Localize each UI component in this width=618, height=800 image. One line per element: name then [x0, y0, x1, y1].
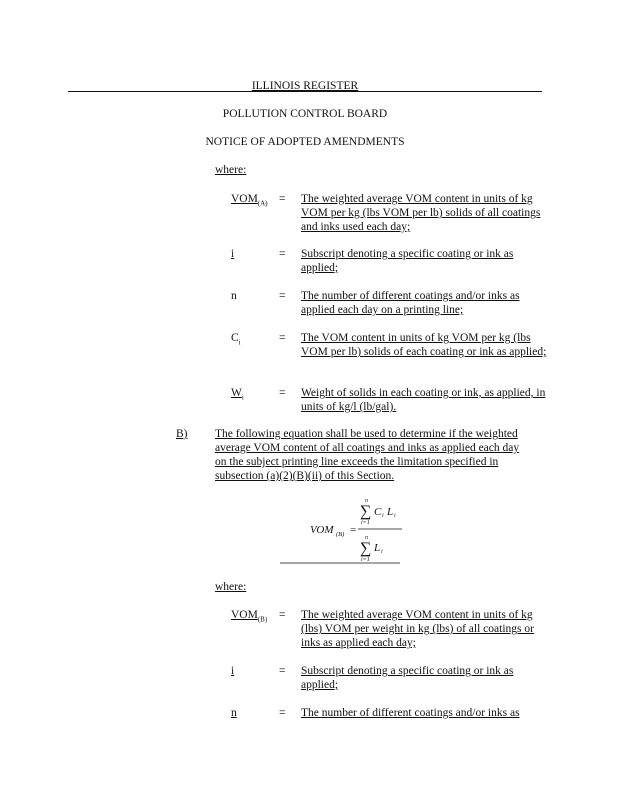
where-label-b: where:: [215, 581, 247, 593]
def-term-n: n: [231, 290, 237, 302]
def-eq: =: [279, 707, 286, 719]
notice-title: NOTICE OF ADOPTED AMENDMENTS: [205, 136, 405, 148]
eq-num-c: C: [374, 506, 382, 518]
def-term-i-b: i: [231, 665, 235, 677]
def-text-vom-b: The weighted average VOM content in units of kg (lbs) VOM per weight in kg (lbs) of all coatings or inks as applied each day;: [301, 609, 534, 649]
where-label-a: where:: [215, 164, 247, 176]
def-eq: =: [279, 665, 286, 677]
def-text-wi: Weight of solids in each coating or ink, as applied, in units of kg/l (lb/gal).: [301, 387, 546, 413]
eq-num-l-sub: i: [394, 513, 396, 519]
def-eq: =: [279, 290, 286, 302]
def-term-wi: $W_i$: [231, 387, 244, 402]
def-term-vom-a: $VOM_{(A)}$: [231, 193, 268, 208]
equation-vom-b: [270, 492, 410, 568]
eq-num-l: L: [387, 506, 394, 518]
subsection-b-label: B): [176, 428, 188, 440]
def-eq: =: [279, 387, 286, 399]
def-text-ci: The VOM content in units of kg VOM per kg (lbs VOM per lb) solids of each coating or ink as applied;: [301, 332, 547, 358]
eq-num-upper: n: [365, 498, 368, 504]
eq-den-l: L: [374, 542, 381, 554]
register-title: ILLINOIS REGISTER: [251, 80, 359, 92]
def-text-vom-a: The weighted average VOM content in units of kg VOM per kg (lbs VOM per lb) solids of all coatings and inks used each day;: [301, 193, 541, 233]
eq-num-sum: ∑: [360, 503, 372, 520]
eq-den-lower: i=1: [361, 557, 370, 563]
def-eq: =: [279, 332, 286, 344]
eq-equals: =: [350, 524, 357, 536]
def-eq: =: [279, 193, 286, 205]
eq-num-c-sub: i: [382, 513, 384, 519]
def-term-ci: $C_i$: [231, 332, 241, 347]
def-text-i-b: Subscript denoting a specific coating or ink as applied;: [301, 665, 514, 691]
eq-lhs-sub: (B): [336, 531, 345, 538]
def-term-vom-b: $VOM_{(B)}$: [231, 609, 268, 624]
def-term-i: i: [231, 248, 235, 260]
eq-den-upper: n: [365, 535, 368, 541]
subsection-b-paragraph: The following equation shall be used to determine if the weighted average VOM content of all coatings and inks as applied each day on the subject printing line exceeds the limitation specified in subsection (a)(2)(B)(ii) of this Section.: [215, 428, 520, 482]
def-text-i: Subscript denoting a specific coating or ink as applied;: [301, 248, 514, 274]
def-term-n-b: n: [231, 707, 237, 719]
def-eq: =: [279, 248, 286, 260]
def-text-n-b: The number of different coatings and/or inks as: [301, 707, 520, 719]
eq-den-sum: ∑: [360, 540, 372, 557]
eq-num-lower: i=1: [361, 520, 370, 526]
agency-title: POLLUTION CONTROL BOARD: [222, 108, 388, 120]
def-text-n: The number of different coatings and/or inks as applied each day on a printing line;: [301, 290, 520, 316]
header-rule: [68, 91, 542, 92]
def-eq: =: [279, 609, 286, 621]
eq-lhs: VOM: [310, 524, 334, 536]
eq-den-l-sub: i: [381, 549, 383, 555]
